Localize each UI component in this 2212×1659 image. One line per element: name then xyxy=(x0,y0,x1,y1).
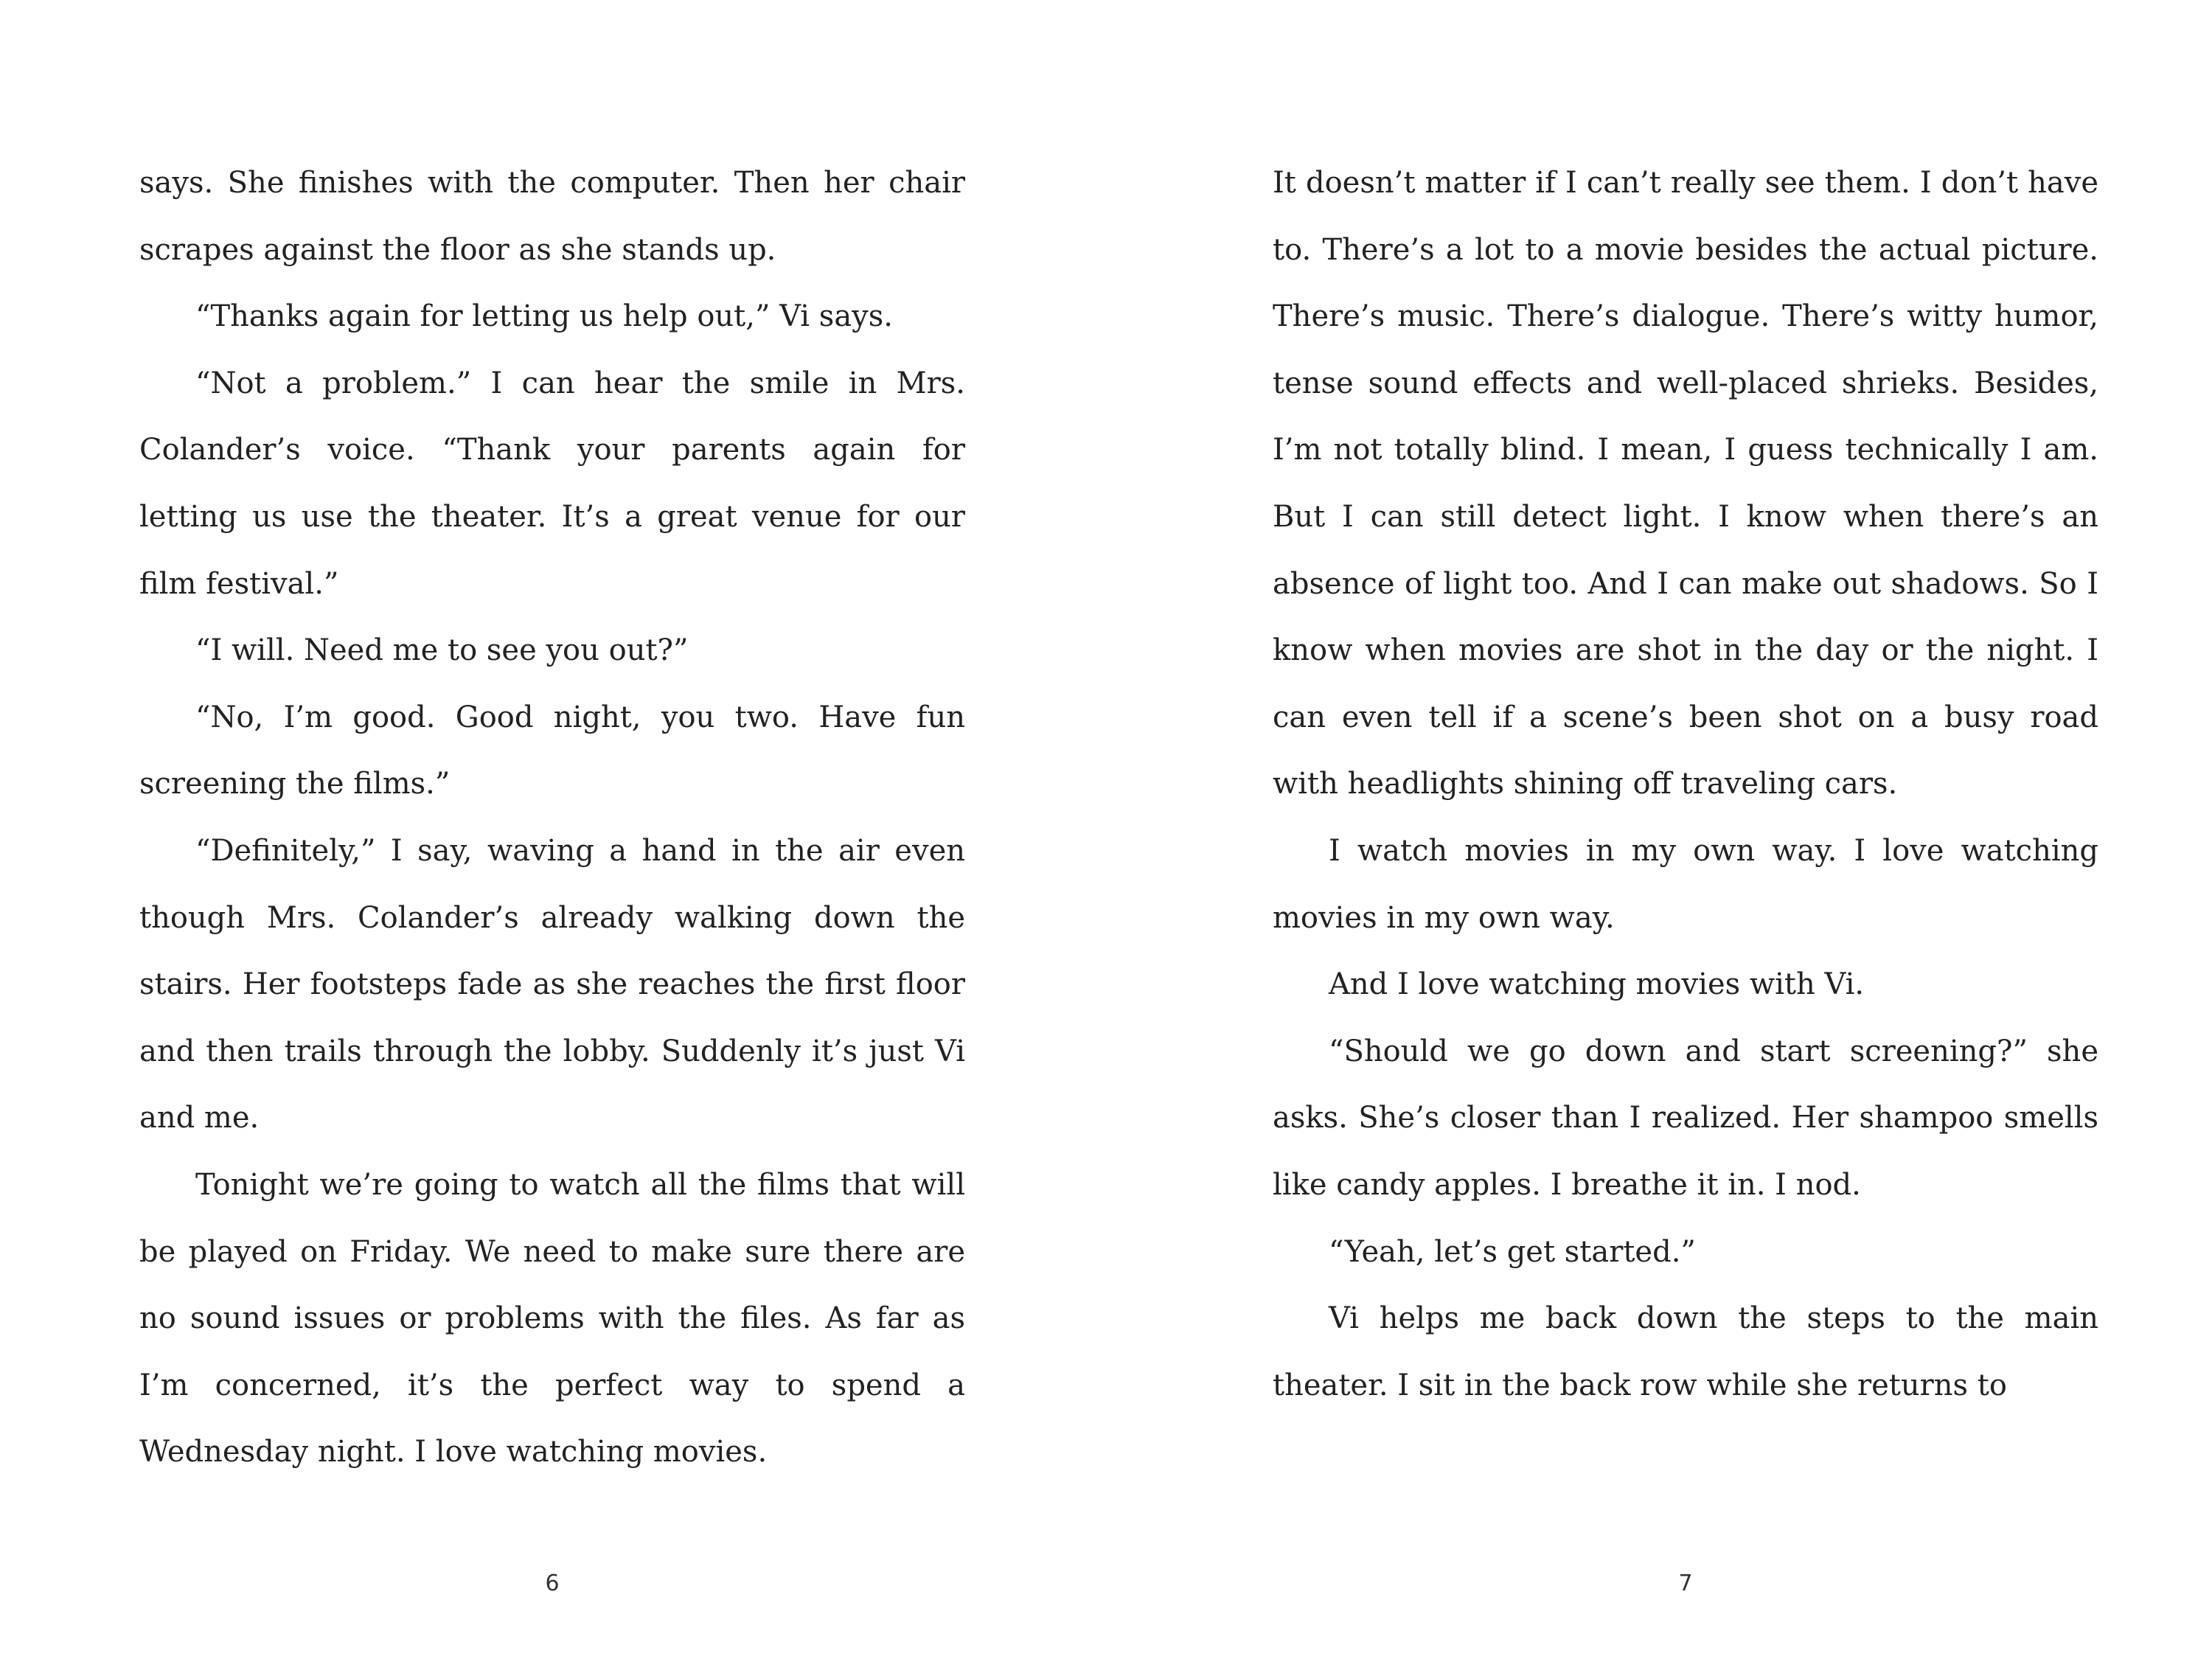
paragraph: “Definitely,” I say, waving a hand in the air even though Mrs. Colander’s already walking down the stairs. Her footsteps fade as she reaches the first floor and then trails through the lobby. Suddenly it’s just Vi and me. xyxy=(139,833,965,1135)
page-number: 7 xyxy=(1678,1571,1693,1596)
paragraph: “Yeah, let’s get started.” xyxy=(1329,1234,1696,1269)
right-page xyxy=(1106,0,2212,1659)
paragraph: “Thanks again for letting us help out,” Vi says. xyxy=(195,299,894,334)
paragraph: It doesn’t matter if I can’t really see them. I don’t have to. There’s a lot to a movie besides the actual picture. There’s music. There’s dialogue. There’s witty humor, tense sound effects and well-placed shrieks. Besides, I’m not totally blind. I mean, I guess technically I am. But I can still detect light. I know when there’s an absence of light too. And I can make out shadows. So I know when movies are shot in the day or the night. I can even tell if a scene’s been shot on a busy road with headlights shining off traveling cars. xyxy=(1273,166,2098,801)
paragraph: “Should we go down and start screening?” she asks. She’s closer than I realized. Her shampoo smells like candy apples. I breathe it in. I nod. xyxy=(1273,1034,2098,1202)
page-number: 6 xyxy=(545,1571,560,1596)
paragraph: “Not a problem.” I can hear the smile in Mrs. Colander’s voice. “Thank your parents again for letting us use the theater. It’s a great venue for our film festival.” xyxy=(139,366,965,601)
paragraph: Vi helps me back down the steps to the main theater. I sit in the back row while she returns to xyxy=(1273,1301,2098,1402)
left-page-body xyxy=(139,150,965,1486)
paragraph: says. She finishes with the computer. Then her chair scrapes against the floor as she stands up. xyxy=(139,166,965,267)
right-page-body xyxy=(1273,150,2098,1419)
paragraph: “No, I’m good. Good night, you two. Have fun screening the films.” xyxy=(139,700,965,801)
paragraph: I watch movies in my own way. I love watching movies in my own way. xyxy=(1273,833,2098,935)
paragraph: “I will. Need me to see you out?” xyxy=(195,633,689,668)
paragraph: Tonight we’re going to watch all the films that will be played on Friday. We need to make sure there are no sound issues or problems with the files. As far as I’m concerned, it’s the perfect way to spend a Wednesday night. I love watching movies. xyxy=(139,1167,965,1470)
paragraph: And I love watching movies with Vi. xyxy=(1329,967,1865,1002)
